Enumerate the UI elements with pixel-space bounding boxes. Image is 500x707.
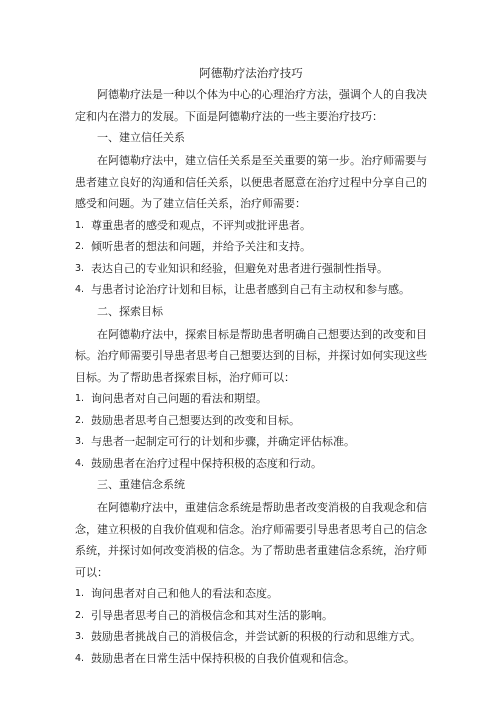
list-item bbox=[75, 431, 427, 453]
list-item-text: 尊重患者的感受和观点，不评判或批评患者。 bbox=[91, 218, 311, 232]
numbered-list bbox=[75, 388, 427, 474]
list-item bbox=[75, 388, 427, 410]
list-item bbox=[75, 648, 427, 670]
list-item-text: 与患者一起制定可行的计划和步骤，并确定评估标准。 bbox=[91, 435, 355, 448]
list-item-text: 倾听患者的想法和问题，并给予关注和支持。 bbox=[91, 240, 311, 253]
section-goals bbox=[75, 302, 427, 475]
list-number: 2. bbox=[75, 241, 85, 252]
section-paragraph: 在阿德勒疗法中，建立信任关系是至关重要的第一步。治疗师需要与患者建立良好的沟通和信任关系，以便患者愿意在治疗过程中分享自己的感受和问题。为了建立信任关系，治疗师需要： bbox=[75, 154, 427, 210]
list-item-text: 询问患者对自己问题的看法和期望。 bbox=[91, 392, 267, 405]
list-item bbox=[75, 583, 427, 605]
numbered-list bbox=[75, 583, 427, 669]
list-item-text: 表达自己的专业知识和经验，但避免对患者进行强制性指导。 bbox=[91, 261, 388, 275]
section-trust bbox=[75, 128, 427, 301]
list-number: 1. bbox=[75, 219, 85, 231]
document-body bbox=[75, 66, 427, 669]
list-item bbox=[75, 279, 427, 301]
section-heading: 三、重建信念系统 bbox=[97, 478, 185, 491]
section-heading: 二、探索目标 bbox=[97, 304, 163, 318]
list-item-text: 鼓励患者思考自己想要达到的改变和目标。 bbox=[91, 413, 300, 427]
list-item bbox=[75, 236, 427, 258]
list-item bbox=[75, 626, 427, 648]
section-paragraph: 在阿德勒疗法中，探索目标是帮助患者明确自己想要达到的改变和目标。治疗师需要引导患者思考自己想要达到的目标，并探讨如何实现这些目标。为了帮助患者探索目标，治疗师可以： bbox=[75, 327, 427, 384]
intro-paragraph: 阿德勒疗法是一种以个体为中心的心理治疗方法，强调个人的自我决定和内在潜力的发展。下面是阿德勒疗法的一些主要治疗技巧： bbox=[75, 88, 427, 123]
list-number: 4. bbox=[75, 652, 85, 664]
list-number: 3. bbox=[75, 436, 85, 447]
list-number: 2. bbox=[75, 414, 85, 426]
numbered-list bbox=[75, 215, 427, 301]
list-number: 1. bbox=[75, 588, 85, 599]
list-number: 3. bbox=[75, 262, 85, 274]
section-beliefs bbox=[75, 475, 427, 669]
list-item bbox=[75, 410, 427, 432]
section-paragraph: 在阿德勒疗法中，重建信念系统是帮助患者改变消极的自我观念和信念，建立积极的自我价值观和信念。治疗师需要引导患者思考自己的信念系统，并探讨如何改变消极的信念。为了帮助患者重建信念系统，治疗师可以： bbox=[75, 501, 427, 579]
list-item-text: 引导患者思考自己的消极信念和其对生活的影响。 bbox=[91, 608, 333, 622]
list-item bbox=[75, 215, 427, 237]
list-item bbox=[75, 453, 427, 475]
list-number: 4. bbox=[75, 284, 85, 295]
list-item-text: 鼓励患者在日常生活中保持积极的自我价值观和信念。 bbox=[91, 651, 355, 665]
list-item-text: 鼓励患者挑战自己的消极信念，并尝试新的积极的行动和思维方式。 bbox=[91, 630, 421, 643]
list-number: 2. bbox=[75, 609, 85, 621]
list-item-text: 询问患者对自己和他人的看法和态度。 bbox=[91, 587, 278, 600]
list-item-text: 与患者讨论治疗计划和目标，让患者感到自己有主动权和参与感。 bbox=[91, 283, 410, 296]
section-heading: 一、建立信任关系 bbox=[97, 131, 185, 144]
list-number: 1. bbox=[75, 393, 85, 404]
document-title: 阿德勒疗法治疗技巧 bbox=[199, 66, 303, 80]
list-item-text: 鼓励患者在治疗过程中保持积极的态度和行动。 bbox=[91, 456, 322, 470]
list-number: 4. bbox=[75, 457, 85, 469]
list-item bbox=[75, 605, 427, 627]
list-item bbox=[75, 258, 427, 280]
list-number: 3. bbox=[75, 631, 85, 642]
